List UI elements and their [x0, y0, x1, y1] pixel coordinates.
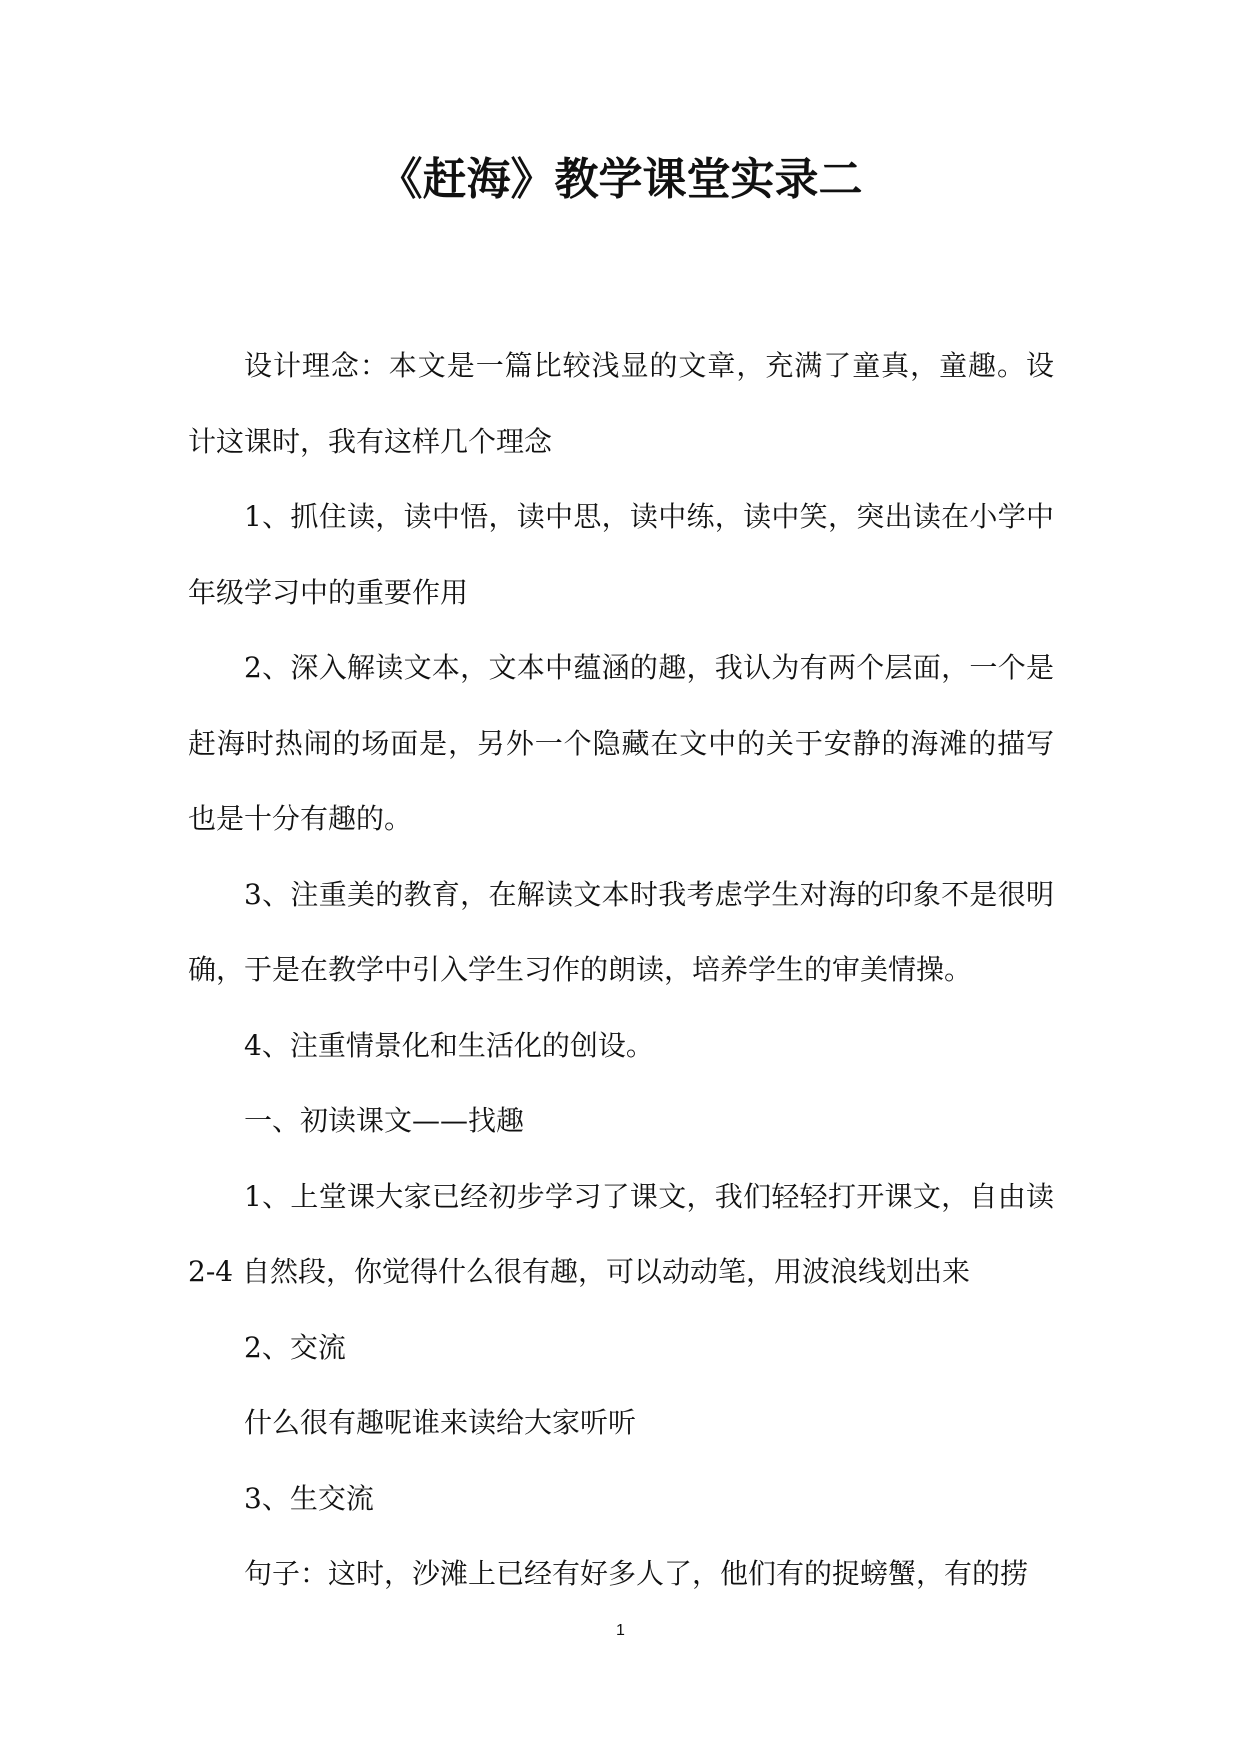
page-title: 《赶海》教学课堂实录二: [378, 154, 863, 205]
paragraph-concept-1: 1、抓住读，读中悟，读中思，读中练，读中笑，突出读在小学中年级学习中的重要作用: [188, 500, 1054, 609]
paragraph-step-1: 1、上堂课大家已经初步学习了课文，我们轻轻打开课文，自由读 2-4 自然段，你觉得什么很有趣，可以动动笔，用波浪线划出来: [188, 1179, 1054, 1288]
paragraph-concept-2: 2、深入解读文本，文本中蕴涵的趣，我认为有两个层面，一个是赶海时热闹的场面是，另外一个隐藏在文中的关于安静的海滩的描写也是十分有趣的。: [188, 651, 1054, 835]
section-heading-1: 一、初读课文——找趣: [244, 1104, 525, 1137]
paragraph-concept-4: 4、注重情景化和生活化的创设。: [244, 1028, 654, 1062]
paragraph-question: 什么很有趣呢谁来读给大家听听: [244, 1406, 637, 1439]
paragraph-design-concept: 设计理念：本文是一篇比较浅显的文章，充满了童真，童趣。设计这课时，我有这样几个理念: [188, 349, 1054, 458]
paragraph-sentence: 句子：这时，沙滩上已经有好多人了，他们有的捉螃蟹，有的捞: [244, 1557, 1029, 1590]
paragraph-step-2: 2、交流: [244, 1330, 346, 1364]
document-body: [188, 328, 1054, 1612]
paragraph-concept-3: 3、注重美的教育，在解读文本时我考虑学生对海的印象不是很明确，于是在教学中引入学生习作的朗读，培养学生的审美情操。: [188, 877, 1054, 986]
paragraph-step-3: 3、生交流: [244, 1481, 374, 1515]
page-number: 1: [616, 1622, 625, 1639]
